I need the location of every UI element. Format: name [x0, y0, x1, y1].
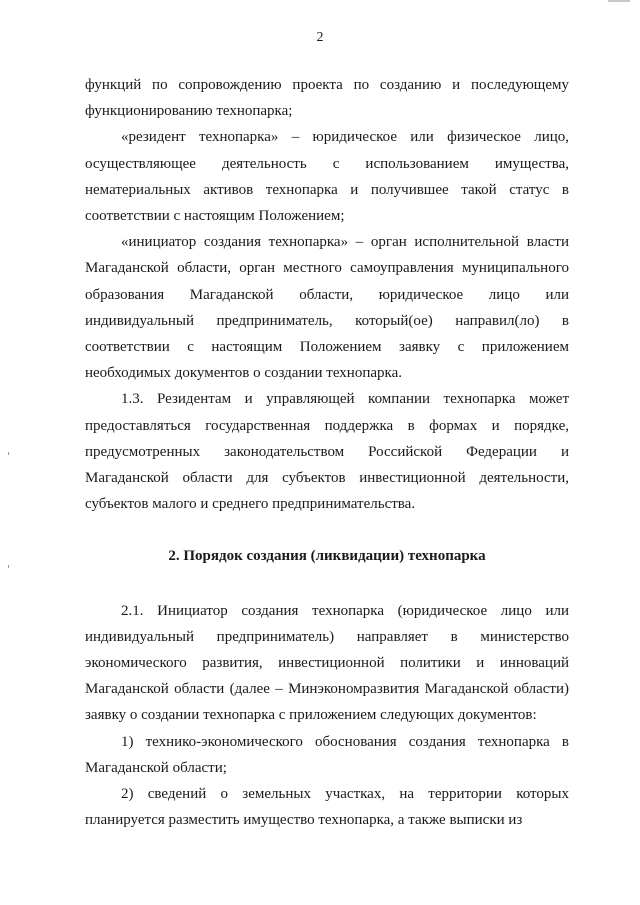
- section-heading: 2. Порядок создания (ликвидации) технопарка: [168, 548, 486, 565]
- scan-artifact: [8, 452, 9, 455]
- list-item: 2) сведений о земельных участках, на территории которых планируется разместить имущество технопарка, а также выписки из: [85, 786, 569, 829]
- list-item: 1) технико-экономического обоснования создания технопарка в Магаданской области;: [85, 733, 569, 776]
- paragraph: функций по сопровождению проекта по созданию и последующему функционированию технопарка;: [85, 77, 569, 120]
- paragraph: 2.1. Инициатор создания технопарка (юридическое лицо или индивидуальный предприниматель) направляет в министерство экономического развития, инвестиционной политики и инноваций Магаданской области (далее – Минэкономразвития Магаданской области) заявку о создании технопарка с приложением следующих документов:: [85, 602, 569, 724]
- document-body: [85, 72, 569, 833]
- scan-artifact: [608, 0, 630, 2]
- scan-artifact: [8, 565, 9, 568]
- paragraph: «резидент технопарка» – юридическое или физическое лицо, осуществляющее деятельность с использованием имущества, нематериальных активов технопарка и получившее такой статус в соответствии с настоящим Положением;: [85, 129, 569, 225]
- paragraph: 1.3. Резидентам и управляющей компании технопарка может предоставляться государственная поддержка в формах и порядке, предусмотренных законодательством Российской Федерации и Магаданской области для субъектов инвестиционной деятельности, субъектов малого и среднего предпринимательства.: [85, 391, 569, 513]
- page-number: 2: [316, 30, 324, 45]
- paragraph: «инициатор создания технопарка» – орган исполнительной власти Магаданской области, орган местного самоуправления муниципального образования Магаданской области, юридическое лицо или индивидуальный предприниматель, который(ое) направил(ло) в соответствии с настоящим Положением заявку с приложением необходимых документов о создании технопарка.: [85, 234, 569, 382]
